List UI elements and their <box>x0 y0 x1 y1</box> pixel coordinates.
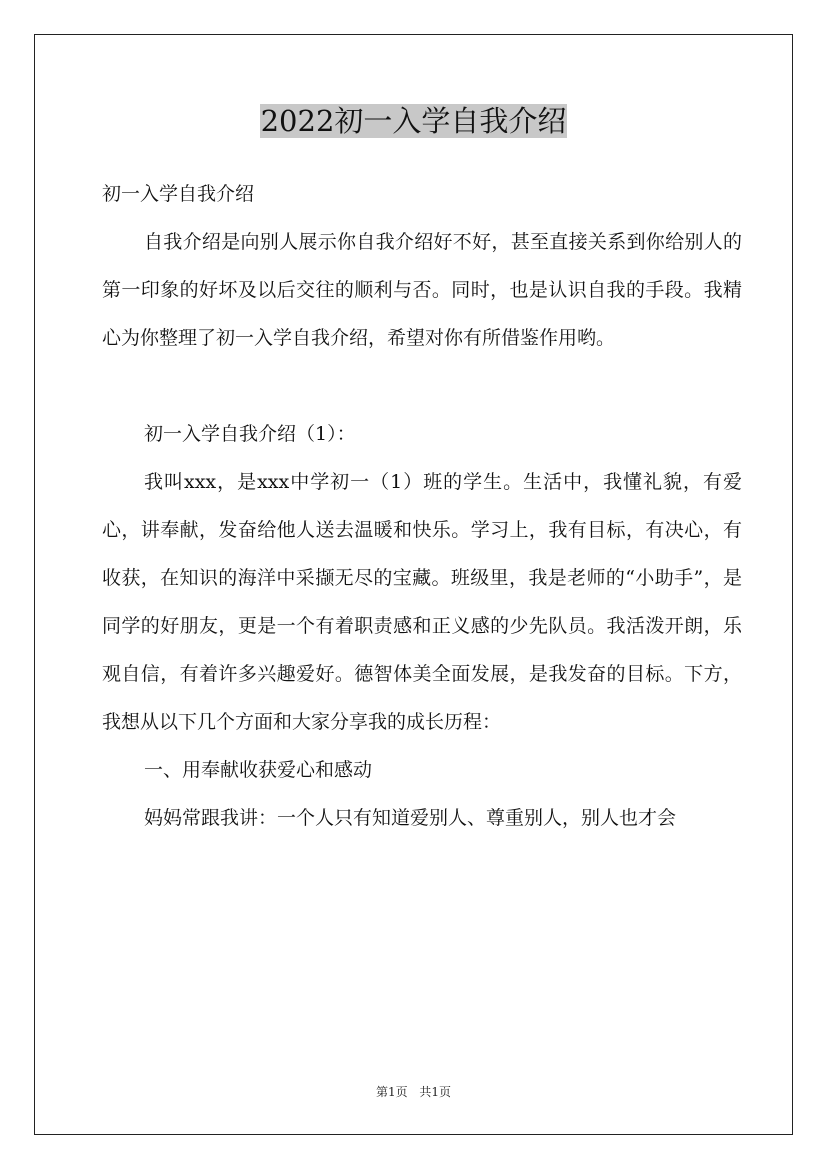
document-title-container <box>0 100 827 142</box>
paragraph-2: 妈妈常跟我讲：一个人只有知道爱别人、尊重别人，别人也才会 <box>144 807 677 829</box>
document-body <box>102 170 742 842</box>
paragraph-1: 我叫xxx，是xxx中学初一（1）班的学生。生活中，我懂礼貌，有爱心，讲奉献，发奋给他人送去温暖和快乐。学习上，我有目标，有决心，有收获，在知识的海洋中采撷无尽的宝藏。班级里，我是老师的“小助手”，是同学的好朋友，更是一个有着职责感和正义感的少先队员。我活泼开朗，乐观自信，有着许多兴趣爱好。德智体美全面发展，是我发奋的目标。下方，我想从以下几个方面和大家分享我的成长历程： <box>102 471 742 733</box>
page-number: 第1页 <box>375 1085 408 1099</box>
intro-paragraph: 自我介绍是向别人展示你自我介绍好不好，甚至直接关系到你给别人的第一印象的好坏及以后交往的顺利与否。同时，也是认识自我的手段。我精心为你整理了初一入学自我介绍，希望对你有所借鉴作用哟。 <box>102 231 742 349</box>
total-pages: 共1页 <box>419 1085 452 1099</box>
point-1-heading: 一、用奉献收获爱心和感动 <box>144 759 373 781</box>
page-footer <box>0 1083 827 1100</box>
document-subtitle: 初一入学自我介绍 <box>102 183 255 205</box>
paragraph-gap <box>102 362 742 410</box>
document-title: 2022初一入学自我介绍 <box>260 104 567 138</box>
section-heading: 初一入学自我介绍（1）： <box>144 423 356 445</box>
